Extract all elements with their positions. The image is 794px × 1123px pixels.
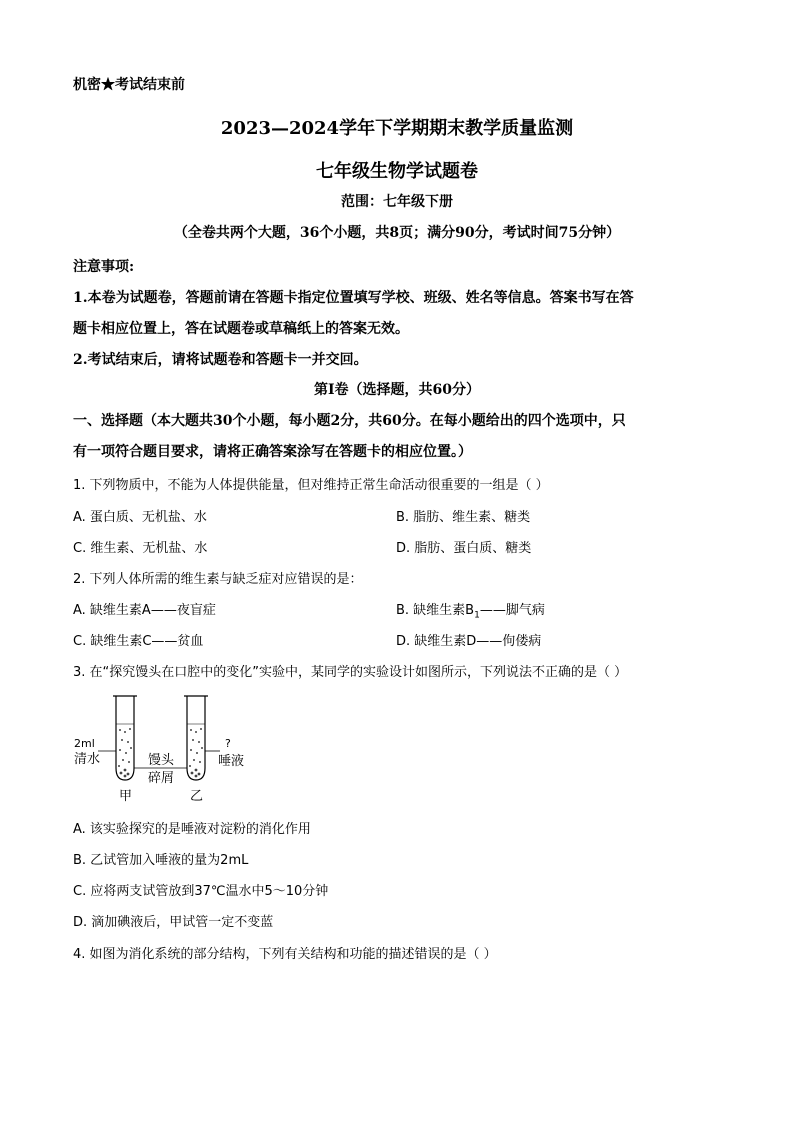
part-title: 第Ⅰ卷（选择题，共60分）	[313, 382, 481, 398]
question-2-option-b-tail: ——脚气病	[479, 603, 545, 618]
question-1-option-b: B. 脂肪、维生素、糖类	[396, 510, 531, 525]
question-1-option-c: C. 维生素、无机盐、水	[73, 541, 208, 556]
label-mantou: 馒头	[148, 753, 175, 768]
question-3-option-a: A. 该实验探究的是唾液对淀粉的消化作用	[73, 822, 311, 837]
label-tube-yi: 乙	[190, 789, 204, 804]
question-3-option-b: B. 乙试管加入唾液的量为2mL	[73, 853, 249, 868]
label-question-mark: ?	[225, 737, 231, 750]
label-saliva: 唾液	[218, 754, 245, 769]
label-water: 清水	[74, 752, 101, 767]
question-3-option-c: C. 应将两支试管放到37℃温水中5～10分钟	[73, 884, 329, 899]
exam-title: 2023—2024学年下学期期末教学质量监测	[220, 118, 574, 139]
question-1-stem: 1. 下列物质中，不能为人体提供能量，但对维持正常生命活动很重要的一组是（ ）	[73, 478, 549, 493]
question-2-option-a: A. 缺维生素A——夜盲症	[73, 603, 216, 618]
test-tube-jia	[113, 696, 137, 780]
section-instruction-line-2: 有一项符合题目要求，请将正确答案涂写在答题卡的相应位置。）	[73, 444, 472, 460]
question-4-stem: 4. 如图为消化系统的部分结构，下列有关结构和功能的描述错误的是（ ）	[73, 947, 497, 962]
notice-item-2: 2.考试结束后，请将试题卷和答题卡一并交回。	[73, 352, 368, 368]
question-3-stem: 3. 在“探究馒头在口腔中的变化”实验中，某同学的实验设计如图所示，下列说法不正确的是（ ）	[73, 665, 628, 680]
exam-scope: 范围：七年级下册	[341, 194, 453, 210]
label-tube-jia: 甲	[119, 789, 133, 804]
test-tube-yi	[184, 696, 208, 780]
notice-heading: 注意事项:	[73, 259, 135, 275]
question-2-stem: 2. 下列人体所需的维生素与缺乏症对应错误的是：	[73, 572, 363, 587]
exam-info: （全卷共两个大题，36个小题，共8页；满分90分，考试时间75分钟）	[173, 225, 621, 241]
question-2-option-b-subscript: 1	[474, 610, 480, 621]
question-1-option-d: D. 脂肪、蛋白质、糖类	[396, 541, 532, 556]
notice-item-1-line-1: 1.本卷为试题卷，答题前请在答题卡指定位置填写学校、班级、姓名等信息。答案书写在答	[73, 290, 634, 306]
question-1-option-a: A. 蛋白质、无机盐、水	[73, 510, 207, 525]
section-instruction-line-1: 一、选择题（本大题共30个小题，每小题2分，共60分。在每小题给出的四个选项中，只	[73, 413, 626, 429]
label-crumbs: 碎屑	[148, 771, 175, 786]
question-2-option-b	[396, 599, 545, 621]
secret-mark: 机密★考试结束前	[73, 77, 185, 93]
question-2-option-b-text: B. 缺维生素B	[396, 603, 475, 618]
question-2-option-d: D. 缺维生素D——佝偻病	[396, 634, 542, 649]
notice-item-1-line-2: 题卡相应位置上，答在试题卷或草稿纸上的答案无效。	[73, 321, 409, 337]
exam-subtitle: 七年级生物学试题卷	[316, 161, 478, 182]
question-3-option-d: D. 滴加碘液后，甲试管一定不变蓝	[73, 915, 274, 930]
question-2-option-c: C. 缺维生素C——贫血	[73, 634, 204, 649]
label-2ml: 2ml	[74, 737, 95, 750]
test-tube-figure	[70, 690, 260, 805]
